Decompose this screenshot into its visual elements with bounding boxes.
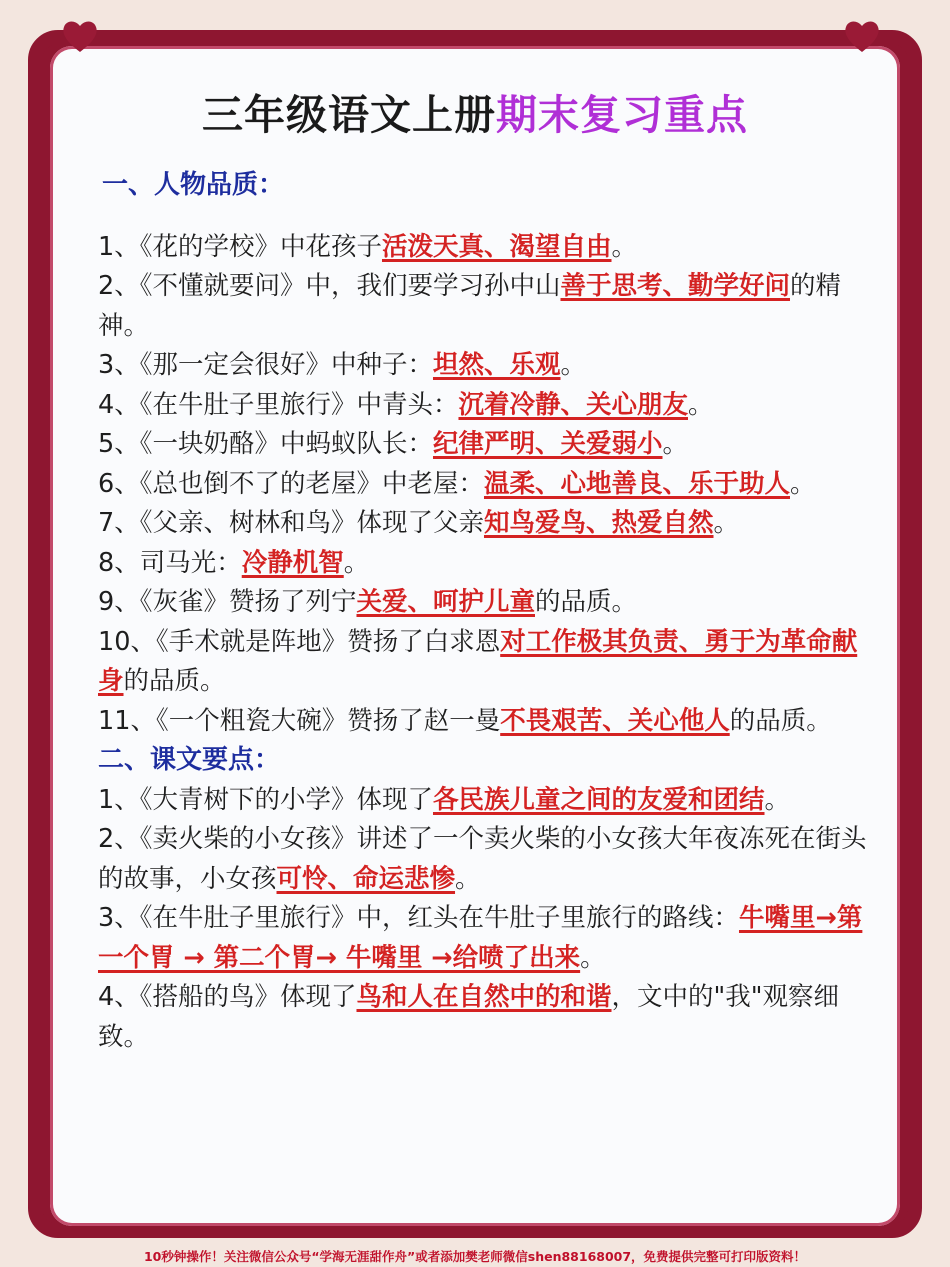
key-phrase: 不畏艰苦、关心他人 xyxy=(500,705,730,736)
key-phrase: 温柔、心地善良、乐于助人 xyxy=(483,468,790,499)
key-phrase: 鸟和人在自然中的和谐 xyxy=(356,982,612,1012)
key-phrase: 沉着冷静、关心朋友 xyxy=(458,389,688,420)
list-item: 10、《手术就是阵地》赞扬了白求恩对工作极其负责、勇于为革命献身的品质。 xyxy=(98,626,858,696)
key-phrase: 关爱、呵护儿童 xyxy=(356,587,535,617)
list-item: 7、《父亲、树林和鸟》体现了父亲知鸟爱鸟、热爱自然。 xyxy=(98,508,740,538)
list-item: 4、《搭船的鸟》体现了鸟和人在自然中的和谐，文中的"我"观察细致。 xyxy=(98,982,839,1052)
list-item: 4、《在牛肚子里旅行》中青头：沉着冷静、关心朋友。 xyxy=(98,389,714,420)
list-item: 1、《花的学校》中花孩子活泼天真、渴望自由。 xyxy=(98,231,638,262)
heart-icon xyxy=(60,16,100,56)
list-item: 2、《卖火柴的小女孩》讲述了一个卖火柴的小女孩大年夜冻死在街头的故事，小女孩可怜、命运悲惨。 xyxy=(98,824,867,894)
section-heading-2: 二、课文要点： xyxy=(98,745,281,775)
content-body xyxy=(98,166,868,1057)
list-item: 11、《一个粗瓷大碗》赞扬了赵一曼不畏艰苦、关心他人的品质。 xyxy=(98,705,832,736)
list-item: 1、《大青树下的小学》体现了各民族儿童之间的友爱和团结。 xyxy=(98,784,791,815)
page-title xyxy=(0,82,950,141)
list-item: 2、《不懂就要问》中，我们要学习孙中山善于思考、勤学好问的精神。 xyxy=(98,271,842,341)
key-phrase: 各民族儿童之间的友爱和团结 xyxy=(432,784,765,815)
key-phrase: 冷静机智 xyxy=(241,547,344,578)
key-phrase: 牛嘴里→第一个胃 → 第二个胃→ 牛嘴里 →给喷了出来 xyxy=(98,903,863,973)
footer-notice: 10秒钟操作！关注微信公众号“学海无涯甜作舟”或者添加樊老师微信shen88168007，免费提供完整可打印版资料！ xyxy=(143,1249,807,1264)
list-item: 9、《灰雀》赞扬了列宁关爱、呵护儿童的品质。 xyxy=(98,587,638,617)
key-phrase: 对工作极其负责、勇于为革命献身 xyxy=(98,626,858,696)
key-phrase: 纪律严明、关爱弱小 xyxy=(432,429,663,459)
key-phrase: 知鸟爱鸟、热爱自然 xyxy=(483,508,714,538)
list-item: 6、《总也倒不了的老屋》中老屋：温柔、心地善良、乐于助人。 xyxy=(98,468,816,499)
section-heading-1: 一、人物品质： xyxy=(102,170,285,200)
heart-icon xyxy=(842,16,882,56)
list-item: 3、《在牛肚子里旅行》中，红头在牛肚子里旅行的路线：牛嘴里→第一个胃 → 第二个胃→ 牛嘴里 →给喷了出来。 xyxy=(98,903,863,973)
key-phrase: 善于思考、勤学好问 xyxy=(560,271,790,301)
key-phrase: 活泼天真、渴望自由 xyxy=(381,231,612,262)
list-item: 8、司马光：冷静机智。 xyxy=(98,547,370,578)
key-phrase: 可怜、命运悲惨 xyxy=(276,863,456,894)
title-main: 三年级语文上册 xyxy=(202,91,496,139)
list-item: 3、《那一定会很好》中种子：坦然、乐观。 xyxy=(98,350,587,380)
list-item: 5、《一块奶酪》中蚂蚁队长：纪律严明、关爱弱小。 xyxy=(98,429,689,459)
key-phrase: 坦然、乐观 xyxy=(432,350,561,380)
title-highlight: 期末复习重点 xyxy=(496,91,748,139)
